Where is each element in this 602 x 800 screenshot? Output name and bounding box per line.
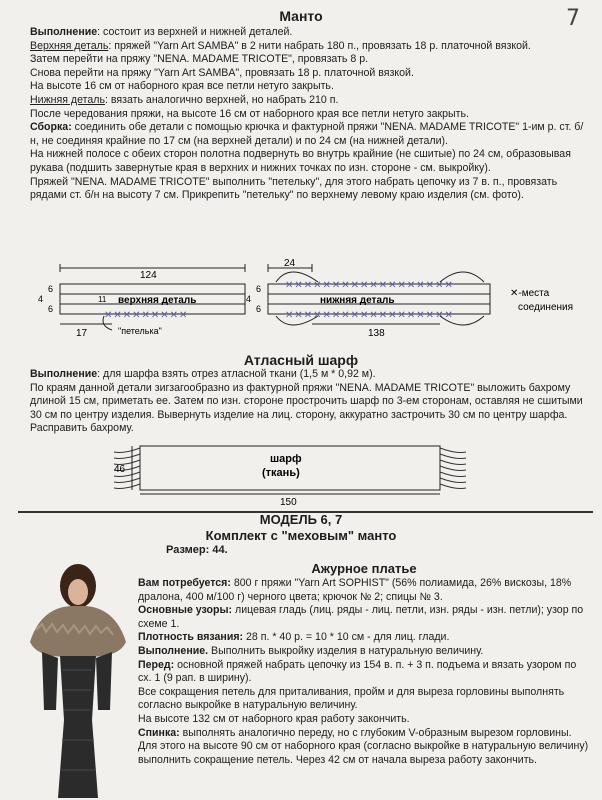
diag1-side-6b: 6 xyxy=(48,304,54,314)
diag2-top: 24 xyxy=(284,258,296,269)
page-number: 7 xyxy=(566,6,580,31)
diag2-bottom: 138 xyxy=(368,328,385,339)
manto-text xyxy=(30,26,590,203)
diag2-crosses-top: ✕✕✕✕✕✕✕✕✕✕✕✕✕✕✕✕✕✕ xyxy=(285,280,454,291)
scarf-diag-label2: (ткань) xyxy=(262,467,300,479)
dress-exec: Выполнение. Выполнить выкройку изделия в натуральную величину. xyxy=(138,644,484,657)
legend-line2: соединения xyxy=(518,302,574,313)
diag1-crosses: ✕✕✕✕✕✕✕✕✕ xyxy=(104,310,189,321)
diag1-side-6a: 6 xyxy=(48,284,54,294)
manto-p10: Пряжей "NENA. MADAME TRICOTE" выполнить "петельку", для этого набрать цепочку из 7 в. п., провязать рядами ст. б/н на высоту 7 см. Прикрепить "петельку" по верхнему левому краю изделия (см. фото). xyxy=(30,175,558,202)
dress-back: Спинка: выполнять аналогично переду, но с глубоким V-образным вырезом горловины. Для этого на высоте 90 см от наборного края (согласно выкройке в натуральную величину) выполнить сокращение петель. Через 42 см от начала выреза работу закончить. xyxy=(138,726,589,766)
model-title: МОДЕЛЬ 6, 7 xyxy=(259,512,343,527)
model-photo xyxy=(22,560,132,800)
scarf-diag-width: 150 xyxy=(280,497,297,508)
manto-p2: Верхняя деталь: пряжей "Yarn Art SAMBA" в 2 нити набрать 180 п., провязать 18 р. платочной вязкой. xyxy=(30,39,531,52)
diag1-side-4: 4 xyxy=(38,294,44,304)
manto-p9: На нижней полосе с обеих сторон полотна подвернуть во внутрь крайние (не сшитые) по 24 см, образовывая рукава (подшить завернутые края в верхних и нижних точках по изн. стороне - см. выкройку). xyxy=(30,148,571,174)
diag2-side-6a: 6 xyxy=(256,284,262,294)
model-size: Размер: 44. xyxy=(166,544,228,556)
diag1-bottom: 17 xyxy=(76,328,88,339)
manto-p6: Нижняя деталь: вязать аналогично верхней, но набрать 210 п. xyxy=(30,93,339,106)
scarf-title: Атласный шарф xyxy=(243,352,359,368)
scarf-p1: Выполнение: для шарфа взять отрез атласной ткани (1,5 м * 0,92 м). xyxy=(30,368,376,380)
manto-p3: Затем перейти на пряжу "NENA. MADAME TRICOTE", провязать 8 р. xyxy=(30,53,369,66)
scarf-diag-height: 46 xyxy=(114,464,126,475)
manto-title: Манто xyxy=(279,8,323,24)
diagram-lower-part xyxy=(246,258,490,339)
diag2-label: нижняя деталь xyxy=(320,295,395,306)
dress-need: Вам потребуется: 800 г пряжи "Yarn Art SOPHIST" (56% полиамида, 26% вискозы, 18% дралона, 400 м/100 г) черного цвета; крючок № 2; спицы № 3. xyxy=(138,577,572,603)
manto-diagrams xyxy=(0,258,602,350)
diag1-width: 124 xyxy=(140,270,157,281)
diag2-side-4: 4 xyxy=(246,294,252,304)
diag1-loop: "петелька" xyxy=(118,326,162,336)
manto-p4: Снова перейти на пряжу "Yarn Art SAMBA", провязать 18 р. платочной вязкой. xyxy=(30,66,414,79)
manto-p8: Сборка: соединить обе детали с помощью крючка и фактурной пряжи "NENA. MADAME TRICOTE" 1-им р. ст. б/н, не соединяя крайние по 17 см (на верхней детали) и по 24 см (на нижней детали). xyxy=(30,121,584,147)
dress-text xyxy=(138,577,590,767)
scarf-p2: По краям данной детали зигзагообразно из фактурной пряжи "NENA. MADAME TRICOTE" выложить бахрому длиной 15 см, приметать ее. Затем по изн. стороне прострочить шарф по 3-ем сторонам, оставляя не сшитыми 30 см по центру изделия. Вывернуть изделие на лиц. сторону, аккуратно застрочить 30 см по центру шарфа. Расправить бахрому. xyxy=(30,381,583,435)
dress-p2: На высоте 132 см от наборного края работу закончить. xyxy=(138,712,410,725)
scarf-text xyxy=(30,368,590,436)
scarf-diagram xyxy=(0,444,602,508)
model-subtitle: Комплект с "меховым" манто xyxy=(205,528,397,543)
dress-p1: Все сокращения петель для приталивания, пройм и для выреза горловины выполнять согласно выкройке в натуральную величину. xyxy=(138,685,565,712)
manto-p5: На высоте 16 см от наборного края все петли нетуго закрыть. xyxy=(30,80,334,93)
dress-patterns: Основные узоры: лицевая гладь (лиц. ряды - лиц. петли, изн. ряды - изн. петли); узор по схеме 1. xyxy=(138,604,584,630)
dress-density: Плотность вязания: 28 п. * 40 р. = 10 * 10 см - для лиц. глади. xyxy=(138,631,450,644)
scarf-diag-label1: шарф xyxy=(270,453,302,465)
diag2-crosses-bottom: ✕✕✕✕✕✕✕✕✕✕✕✕✕✕✕✕✕✕ xyxy=(285,310,454,321)
diag1-label: верхняя деталь xyxy=(118,295,197,306)
legend-mark: ✕-места xyxy=(510,288,550,299)
diag1-mid: 11 xyxy=(98,295,107,304)
manto-p7: После чередования пряжи, на высоте 16 см от наборного края все петли нетуго закрыть. xyxy=(30,107,469,120)
manto-p1: Выполнение: состоит из верхней и нижней деталей. xyxy=(30,26,293,38)
diag2-side-6b: 6 xyxy=(256,304,262,314)
dress-title: Ажурное платье xyxy=(311,561,417,576)
diagram-upper-part xyxy=(38,264,245,339)
dress-front: Перед: основной пряжей набрать цепочку из 154 в. п. + 3 п. подъема и вязать узором по сх. 1 (9 рап. в ширину). xyxy=(138,658,577,685)
